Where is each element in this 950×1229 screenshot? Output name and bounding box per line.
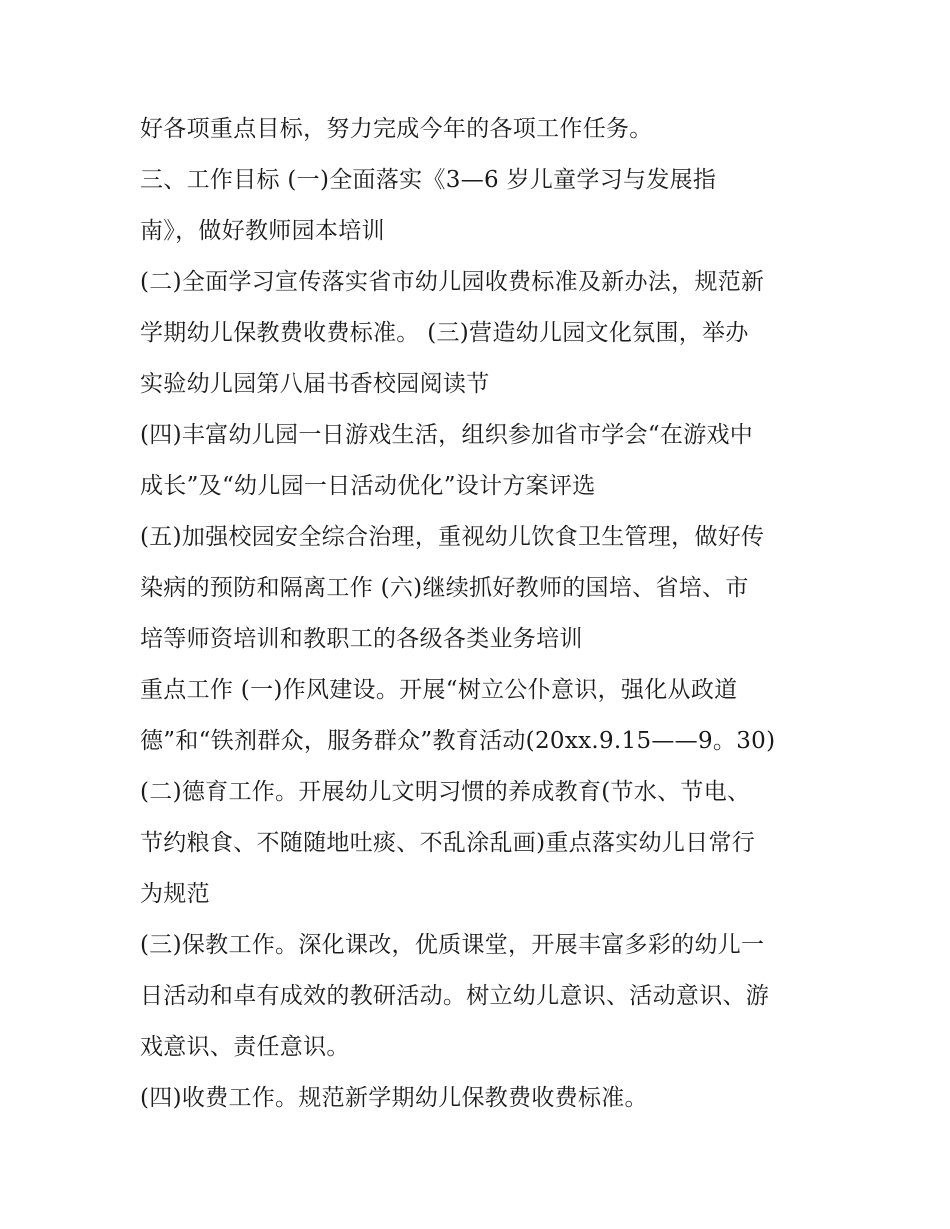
- text-line: 德”和“铁剂群众，服务群众”教育活动(20xx.9.15——9。30): [140, 728, 776, 754]
- text-line: (二)德育工作。开展幼儿文明习惯的养成教育(节水、节电、: [140, 779, 751, 805]
- text-line: 戏意识、责任意识。: [140, 1034, 350, 1060]
- text-line: (四)收费工作。规范新学期幼儿保教费收费标准。: [140, 1085, 648, 1111]
- text-line: 南》，做好教师园本培训: [140, 218, 385, 244]
- text-line: 成长”及“幼儿园一日活动优化”设计方案评选: [140, 473, 596, 499]
- text-line: (三)保教工作。深化课改，优质课堂，开展丰富多彩的幼儿一: [140, 932, 765, 958]
- text-line: 重点工作 (一)作风建设。开展“树立公仆意识，强化从政道: [140, 677, 738, 703]
- text-line: 日活动和卓有成效的教研活动。树立幼儿意识、活动意识、游: [140, 983, 770, 1009]
- text-line: 实验幼儿园第八届书香校园阅读节: [140, 371, 490, 397]
- text-line: (四)丰富幼儿园一日游戏生活，组织参加省市学会“在游戏中: [140, 422, 754, 448]
- body-text: [140, 104, 830, 1124]
- text-line: 好各项重点目标，努力完成今年的各项工作任务。: [140, 116, 653, 142]
- text-line: 培等师资培训和教职工的各级各类业务培训: [140, 626, 583, 652]
- text-line: 三、工作目标 (一)全面落实《3—6 岁儿童学习与发展指: [140, 167, 717, 193]
- text-line: 染病的预防和隔离工作 (六)继续抓好教师的国培、省培、市: [140, 575, 749, 601]
- text-line: 为规范: [140, 881, 210, 907]
- text-line: 学期幼儿保教费收费标准。 (三)营造幼儿园文化氛围，举办: [140, 320, 749, 346]
- text-line: (二)全面学习宣传落实省市幼儿园收费标准及新办法，规范新: [140, 269, 765, 295]
- text-line: 节约粮食、不随随地吐痰、不乱涂乱画)重点落实幼儿日常行: [140, 830, 756, 856]
- text-line: (五)加强校园安全综合治理，重视幼儿饮食卫生管理，做好传: [140, 524, 765, 550]
